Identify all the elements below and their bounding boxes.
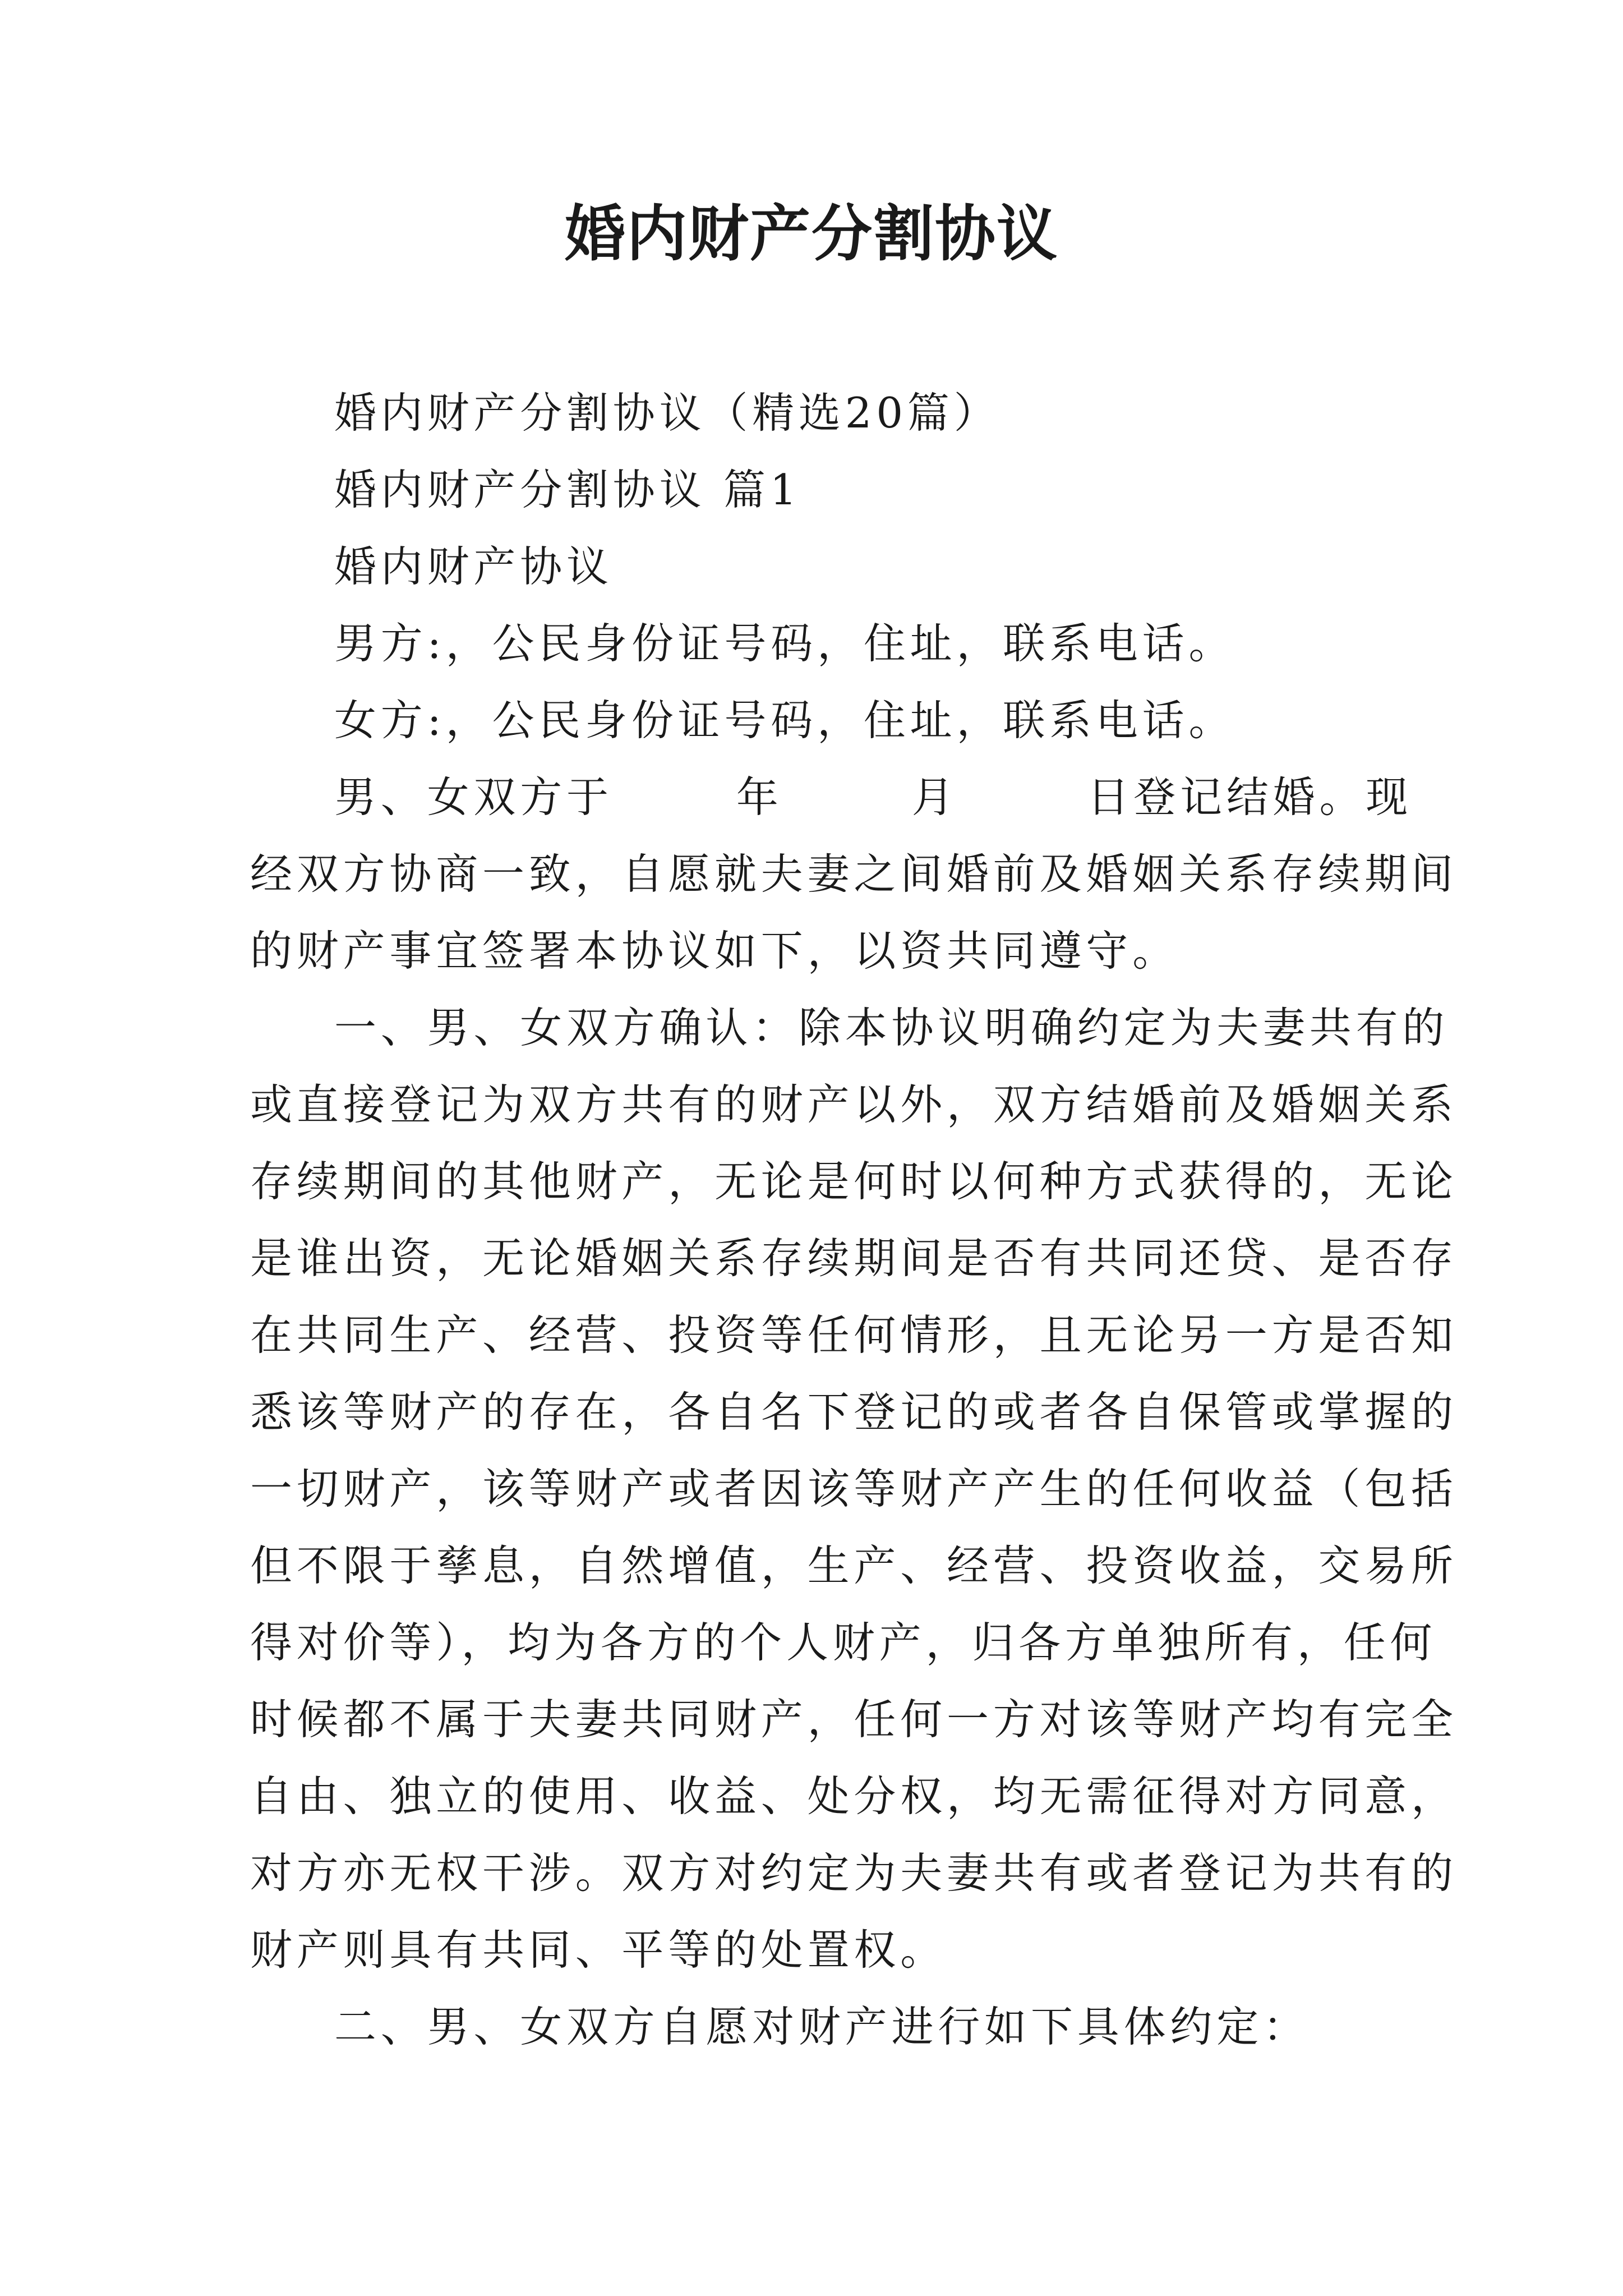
collection-title: 婚内财产分割协议（精选20篇） [334,388,1000,438]
year-label: 年 [736,772,783,822]
clause-one-paragraph [250,990,1458,1989]
marriage-text-part1: 男、女双方于 [334,772,613,822]
clause-one-line: 自由、独立的使用、收益、处分权，均无需征得对方同意， [250,1772,1458,1821]
clause-one-line: 或直接登记为双方共有的财产以外，双方结婚前及婚姻关系 [250,1080,1458,1129]
marriage-first-line [250,759,1413,836]
clause-two-line: 二、男、女双方自愿对财产进行如下具体约定： [334,2002,1310,2051]
clause-one-line: 财产则具有共同、平等的处置权。 [250,1925,947,1975]
clause-one-line: 存续期间的其他财产，无论是何时以何种方式获得的，无论 [250,1157,1458,1206]
clause-one-line: 一、男、女双方确认：除本协议明确约定为夫妻共有的 [334,1003,1449,1052]
clause-one-line: 是谁出资，无论婚姻关系存续期间是否有共同还贷、是否存 [250,1234,1458,1283]
female-party-line: 女方:，公民身份证号码，住址，联系电话。 [334,696,1235,745]
agreement-subtitle: 婚内财产协议 [334,542,613,591]
clause-one-line: 一切财产，该等财产或者因该等财产产生的任何收益（包括 [250,1464,1458,1513]
marriage-paragraph [250,759,1458,990]
clause-one-line: 时候都不属于夫妻共同财产，任何一方对该等财产均有完全 [250,1695,1458,1744]
month-label: 月 [911,772,958,822]
chapter-heading: 婚内财产分割协议 篇1 [334,465,801,514]
clause-one-line: 但不限于孳息，自然增值，生产、经营、投资收益，交易所 [250,1541,1458,1590]
clause-one-line: 在共同生产、经营、投资等任何情形，且无论另一方是否知 [250,1310,1458,1360]
marriage-text-part2: 日登记结婚。现 [1087,772,1413,822]
clause-one-line: 悉该等财产的存在，各自名下登记的或者各自保管或掌握的 [250,1387,1458,1437]
male-party-line: 男方:，公民身份证号码，住址，联系电话。 [334,619,1235,668]
clause-one-line: 得对价等），均为各方的个人财产，归各方单独所有，任何 [250,1618,1437,1667]
clause-one-line: 对方亦无权干涉。双方对约定为夫妻共有或者登记为共有的 [250,1848,1458,1898]
document-body [250,375,1458,2065]
document-title: 婚内财产分割协议 [564,199,1058,269]
marriage-line: 经双方协商一致，自愿就夫妻之间婚前及婚姻关系存续期间 [250,849,1458,899]
marriage-line: 的财产事宜签署本协议如下，以资共同遵守。 [250,926,1179,976]
